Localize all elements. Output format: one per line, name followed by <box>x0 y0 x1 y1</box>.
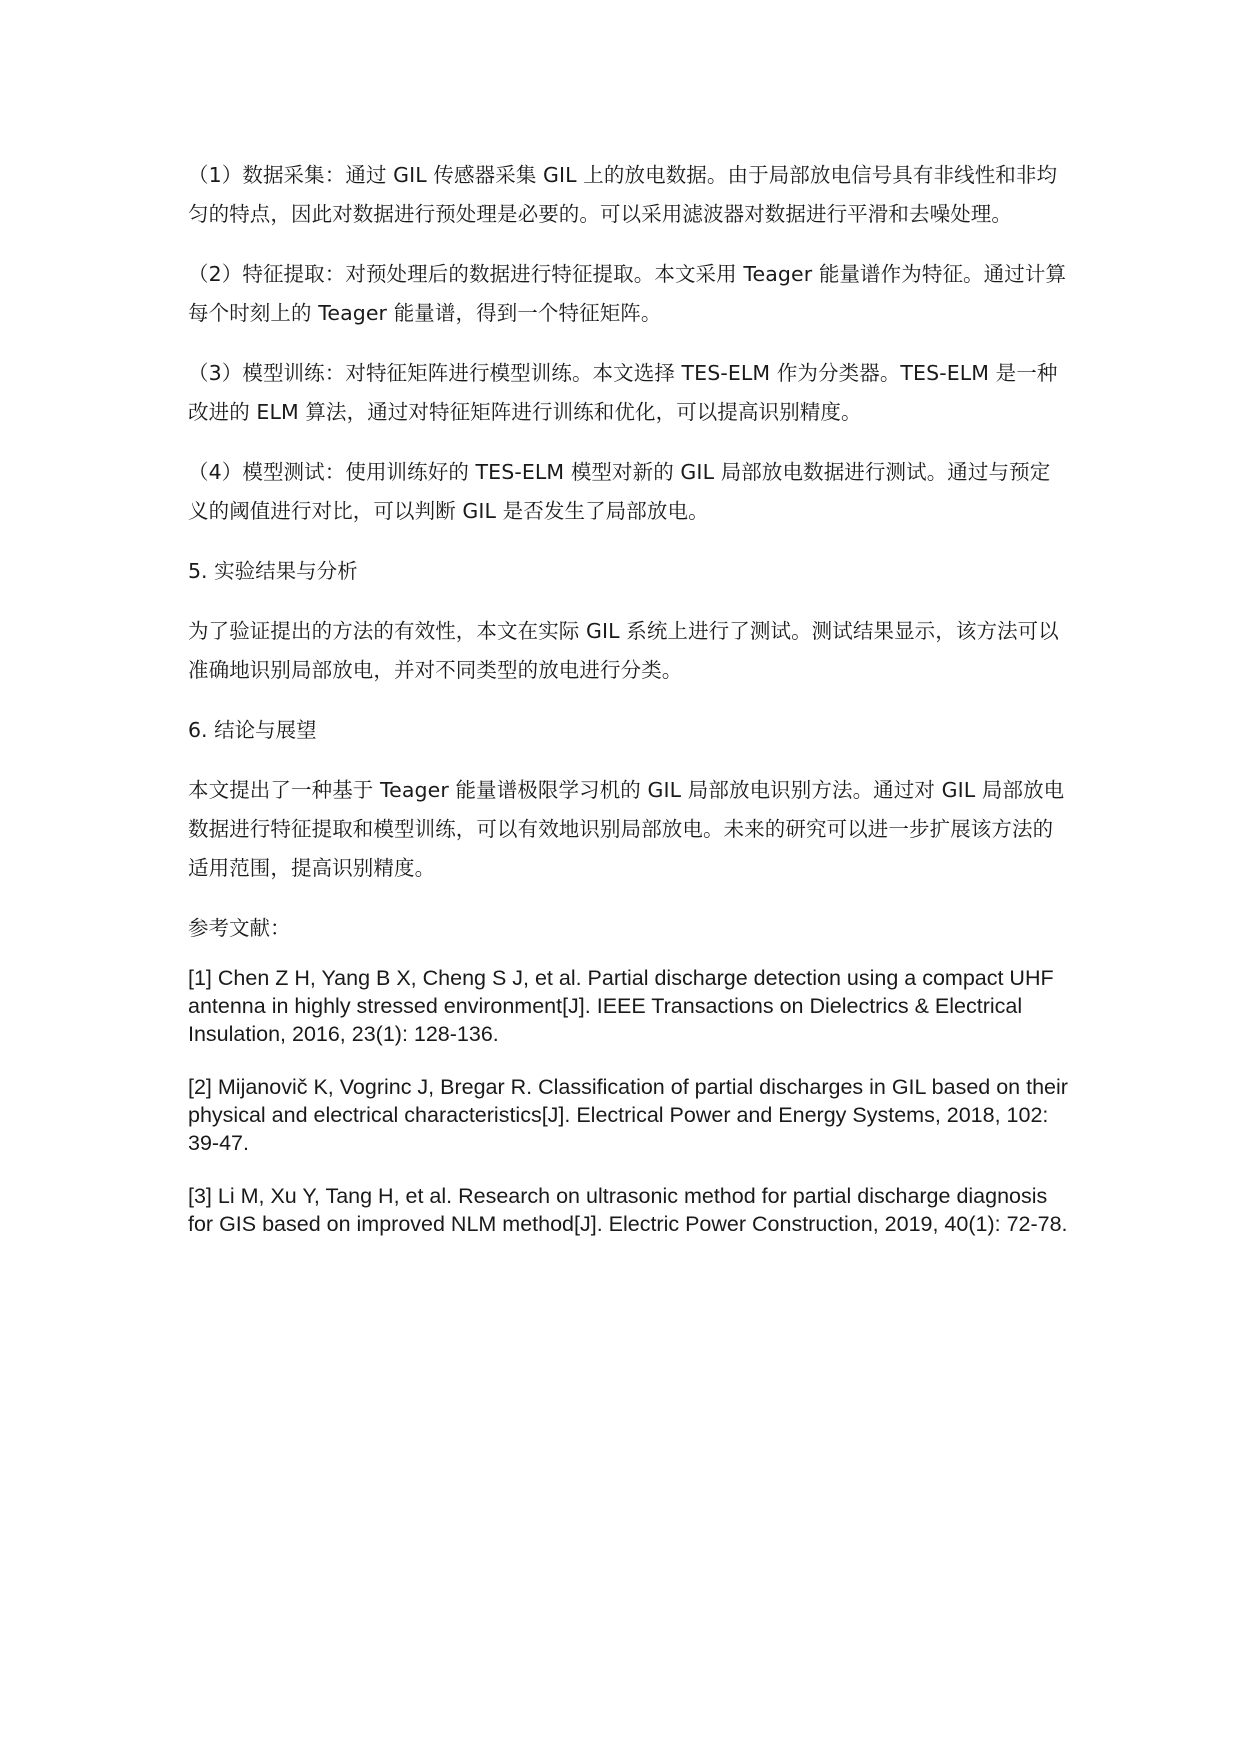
reference-item: [1] Chen Z H, Yang B X, Cheng S J, et al. Partial discharge detection using a compact UHF antenna in highly stressed environment[J]. IEEE Transactions on Dielectrics & Electrical Insulation, 2016, 23(1): 128-136. <box>188 966 1054 1046</box>
paragraph-data-collection: （1）数据采集：通过 GIL 传感器采集 GIL 上的放电数据。由于局部放电信号具有非线性和非均匀的特点，因此对数据进行预处理是必要的。可以采用滤波器对数据进行平滑和去噪处理。 <box>188 163 1058 226</box>
section-heading-conclusion: 6. 结论与展望 <box>188 718 317 742</box>
section-heading-results: 5. 实验结果与分析 <box>188 559 358 583</box>
paragraph-results: 为了验证提出的方法的有效性，本文在实际 GIL 系统上进行了测试。测试结果显示，该方法可以准确地识别局部放电，并对不同类型的放电进行分类。 <box>188 619 1059 682</box>
reference-item: [2] Mijanovič K, Vogrinc J, Bregar R. Classification of partial discharges in GIL based on their physical and electrical characteristics[J]. Electrical Power and Energy Systems, 2018, 102: 39-47. <box>188 1075 1068 1155</box>
references-title: 参考文献： <box>188 916 291 940</box>
paragraph-conclusion: 本文提出了一种基于 Teager 能量谱极限学习机的 GIL 局部放电识别方法。通过对 GIL 局部放电数据进行特征提取和模型训练，可以有效地识别局部放电。未来的研究可以进一步扩展该方法的适用范围，提高识别精度。 <box>188 778 1065 880</box>
paragraph-feature-extraction: （2）特征提取：对预处理后的数据进行特征提取。本文采用 Teager 能量谱作为特征。通过计算每个时刻上的 Teager 能量谱，得到一个特征矩阵。 <box>188 262 1067 325</box>
paragraph-model-testing: （4）模型测试：使用训练好的 TES-ELM 模型对新的 GIL 局部放电数据进行测试。通过与预定义的阈值进行对比，可以判断 GIL 是否发生了局部放电。 <box>188 460 1051 523</box>
document-body <box>188 156 1068 1263</box>
paragraph-model-training: （3）模型训练：对特征矩阵进行模型训练。本文选择 TES-ELM 作为分类器。TES-ELM 是一种改进的 ELM 算法，通过对特征矩阵进行训练和优化，可以提高识别精度。 <box>188 361 1058 424</box>
reference-item: [3] Li M, Xu Y, Tang H, et al. Research on ultrasonic method for partial discharge diagnosis for GIS based on improved NLM method[J]. Electric Power Construction, 2019, 40(1): 72-78. <box>188 1184 1068 1236</box>
